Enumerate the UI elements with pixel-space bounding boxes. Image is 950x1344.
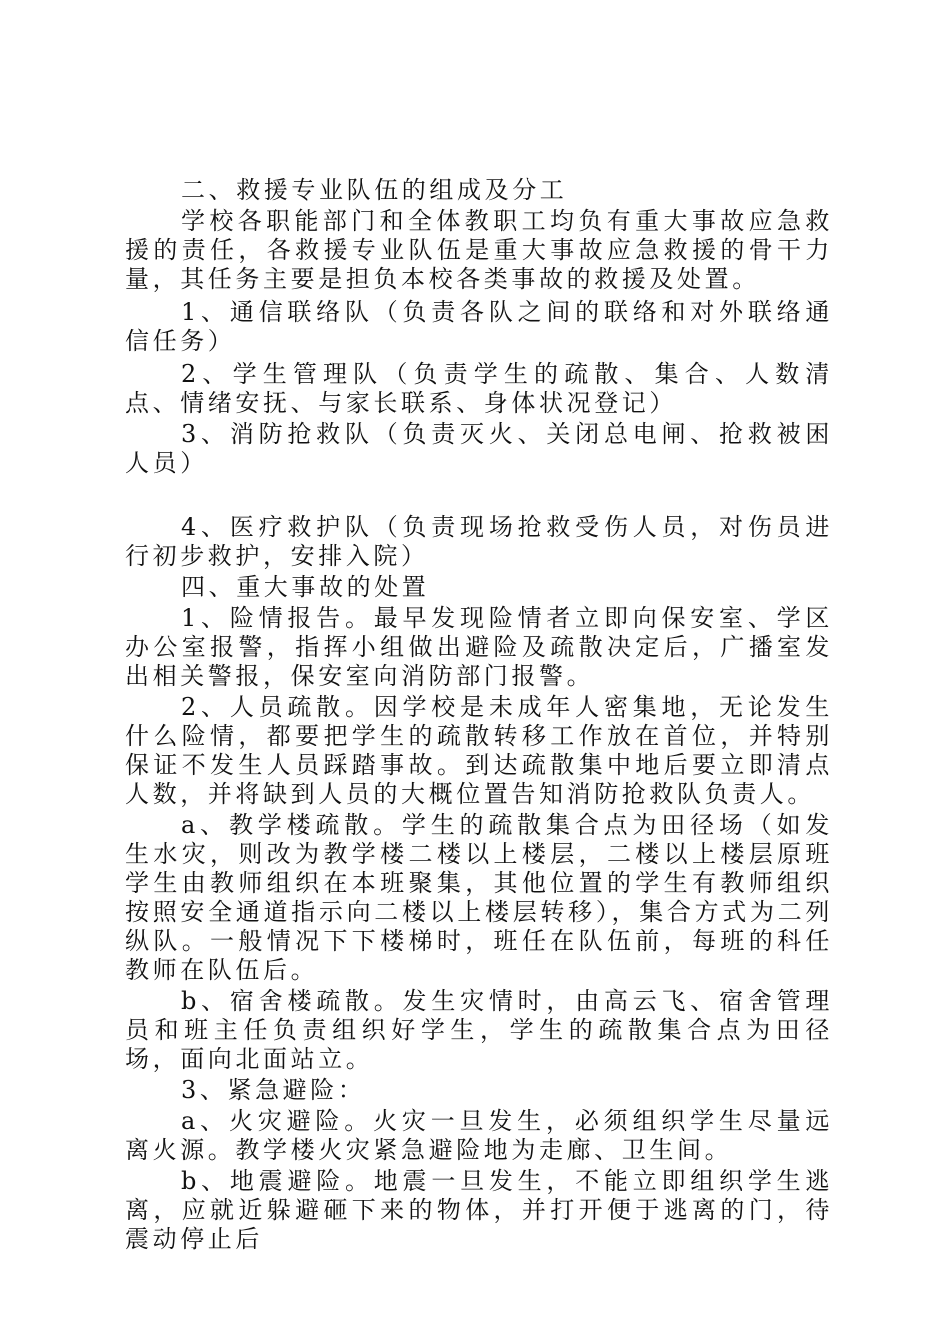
paragraph-fire-avoidance: a、火灾避险。火灾一旦发生，必须组织学生尽量远离火源。教学楼火灾紧急避险地为走廊、卫生间。 <box>125 1107 833 1164</box>
paragraph-dormitory-evacuation: b、宿舍楼疏散。发生灾情时，由高云飞、宿舍管理员和班主任负责组织好学生，学生的疏散集合点为田径场，面向北面站立。 <box>125 987 833 1073</box>
paragraph-responsibility: 学校各职能部门和全体教职工均负有重大事故应急救援的责任，各救援专业队伍是重大事故应急救援的骨干力量，其任务主要是担负本校各类事故的救援及处置。 <box>125 207 833 293</box>
document-body <box>125 176 833 1254</box>
section-heading-rescue-teams: 二、救援专业队伍的组成及分工 <box>181 176 568 204</box>
section-heading-accident-handling: 四、重大事故的处置 <box>181 573 430 601</box>
list-item-medical-team: 4、医疗救护队（负责现场抢救受伤人员，对伤员进行初步救护，安排入院） <box>125 513 833 570</box>
paragraph-evacuation: 2、人员疏散。因学校是未成年人密集地，无论发生什么险情，都要把学生的疏散转移工作放在首位，并特别保证不发生人员踩踏事故。到达疏散集中地后要立即清点人数，并将缺到人员的大概位置告知消防抢救队负责人。 <box>125 693 833 808</box>
list-item-communication-team: 1、通信联络队（负责各队之间的联络和对外联络通信任务） <box>125 298 833 355</box>
list-item-student-management-team: 2、学生管理队（负责学生的疏散、集合、人数清点、情绪安抚、与家长联系、身体状况登记） <box>125 360 833 417</box>
paragraph-earthquake-avoidance: b、地震避险。地震一旦发生，不能立即组织学生逃离，应就近躲避砸下来的物体，并打开便于逃离的门，待震动停止后 <box>125 1167 833 1253</box>
paragraph-teaching-building-evacuation: a、教学楼疏散。学生的疏散集合点为田径场（如发生水灾，则改为教学楼二楼以上楼层，二楼以上楼层原班学生由教师组织在本班聚集，其他位置的学生有教师组织按照安全通道指示向二楼以上楼层转移），集合方式为二列纵队。一般情况下下楼梯时，班任在队伍前，每班的科任教师在队伍后。 <box>125 811 833 984</box>
list-item-fire-rescue-team: 3、消防抢救队（负责灭火、关闭总电闸、抢救被困人员） <box>125 420 833 477</box>
paragraph-emergency-avoidance: 3、紧急避险： <box>181 1076 366 1104</box>
paragraph-danger-report: 1、险情报告。最早发现险情者立即向保安室、学区办公室报警，指挥小组做出避险及疏散决定后，广播室发出相关警报，保安室向消防部门报警。 <box>125 604 833 690</box>
